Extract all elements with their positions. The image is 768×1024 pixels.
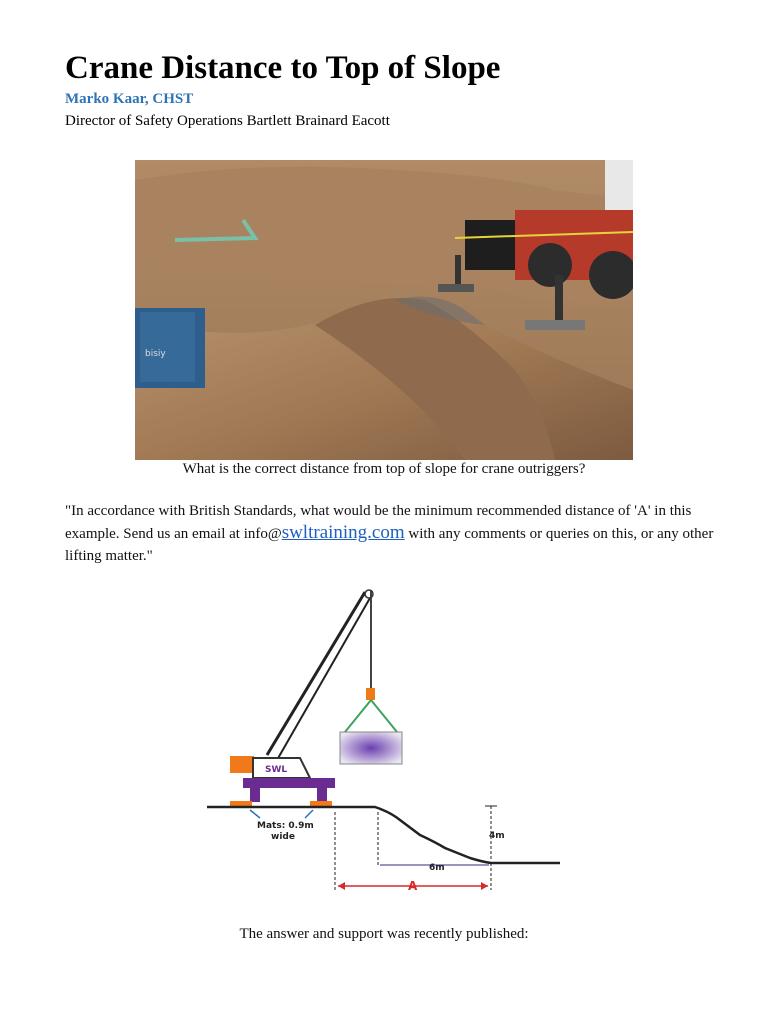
author-role: Director of Safety Operations Bartlett Brainard Eacott [65, 113, 390, 129]
email-domain-link[interactable]: swltraining.com [281, 522, 405, 543]
counterweight [230, 756, 254, 773]
crane-diagram-svg [205, 580, 565, 905]
crane-boom [267, 592, 365, 755]
crane-carrier [243, 778, 335, 788]
ground-profile [207, 807, 560, 863]
suspended-load [340, 732, 402, 764]
svg-text:bisiy: bisiy [145, 349, 166, 359]
mats-label-line2: wide [271, 832, 295, 842]
crane-brand-label: SWL [265, 765, 288, 775]
width-label: 6m [429, 863, 445, 873]
answer-text: The answer and support was recently published: [239, 926, 529, 942]
author-name[interactable]: Marko Kaar, CHST [65, 91, 194, 107]
hook-block [366, 688, 375, 700]
height-label: 4m [489, 831, 505, 841]
distance-a-label: A [408, 879, 418, 893]
quote-text-before: "In accordance with British Standards, what would be the minimum recommended distance of 'A' in this example. Send us an email at info@ [65, 503, 692, 542]
page-title: Crane Distance to Top of Slope [65, 50, 501, 86]
mats-label-line1: Mats: 0.9m [257, 821, 314, 831]
site-photo [135, 160, 633, 460]
crane-slope-diagram [205, 580, 565, 905]
photo-caption: What is the correct distance from top of slope for crane outriggers? [182, 461, 586, 477]
excavation-photo-illustration [135, 160, 633, 460]
quote-paragraph [65, 500, 715, 567]
quote-text-after: with any comments or queries on this, or any other lifting matter." [65, 526, 714, 564]
